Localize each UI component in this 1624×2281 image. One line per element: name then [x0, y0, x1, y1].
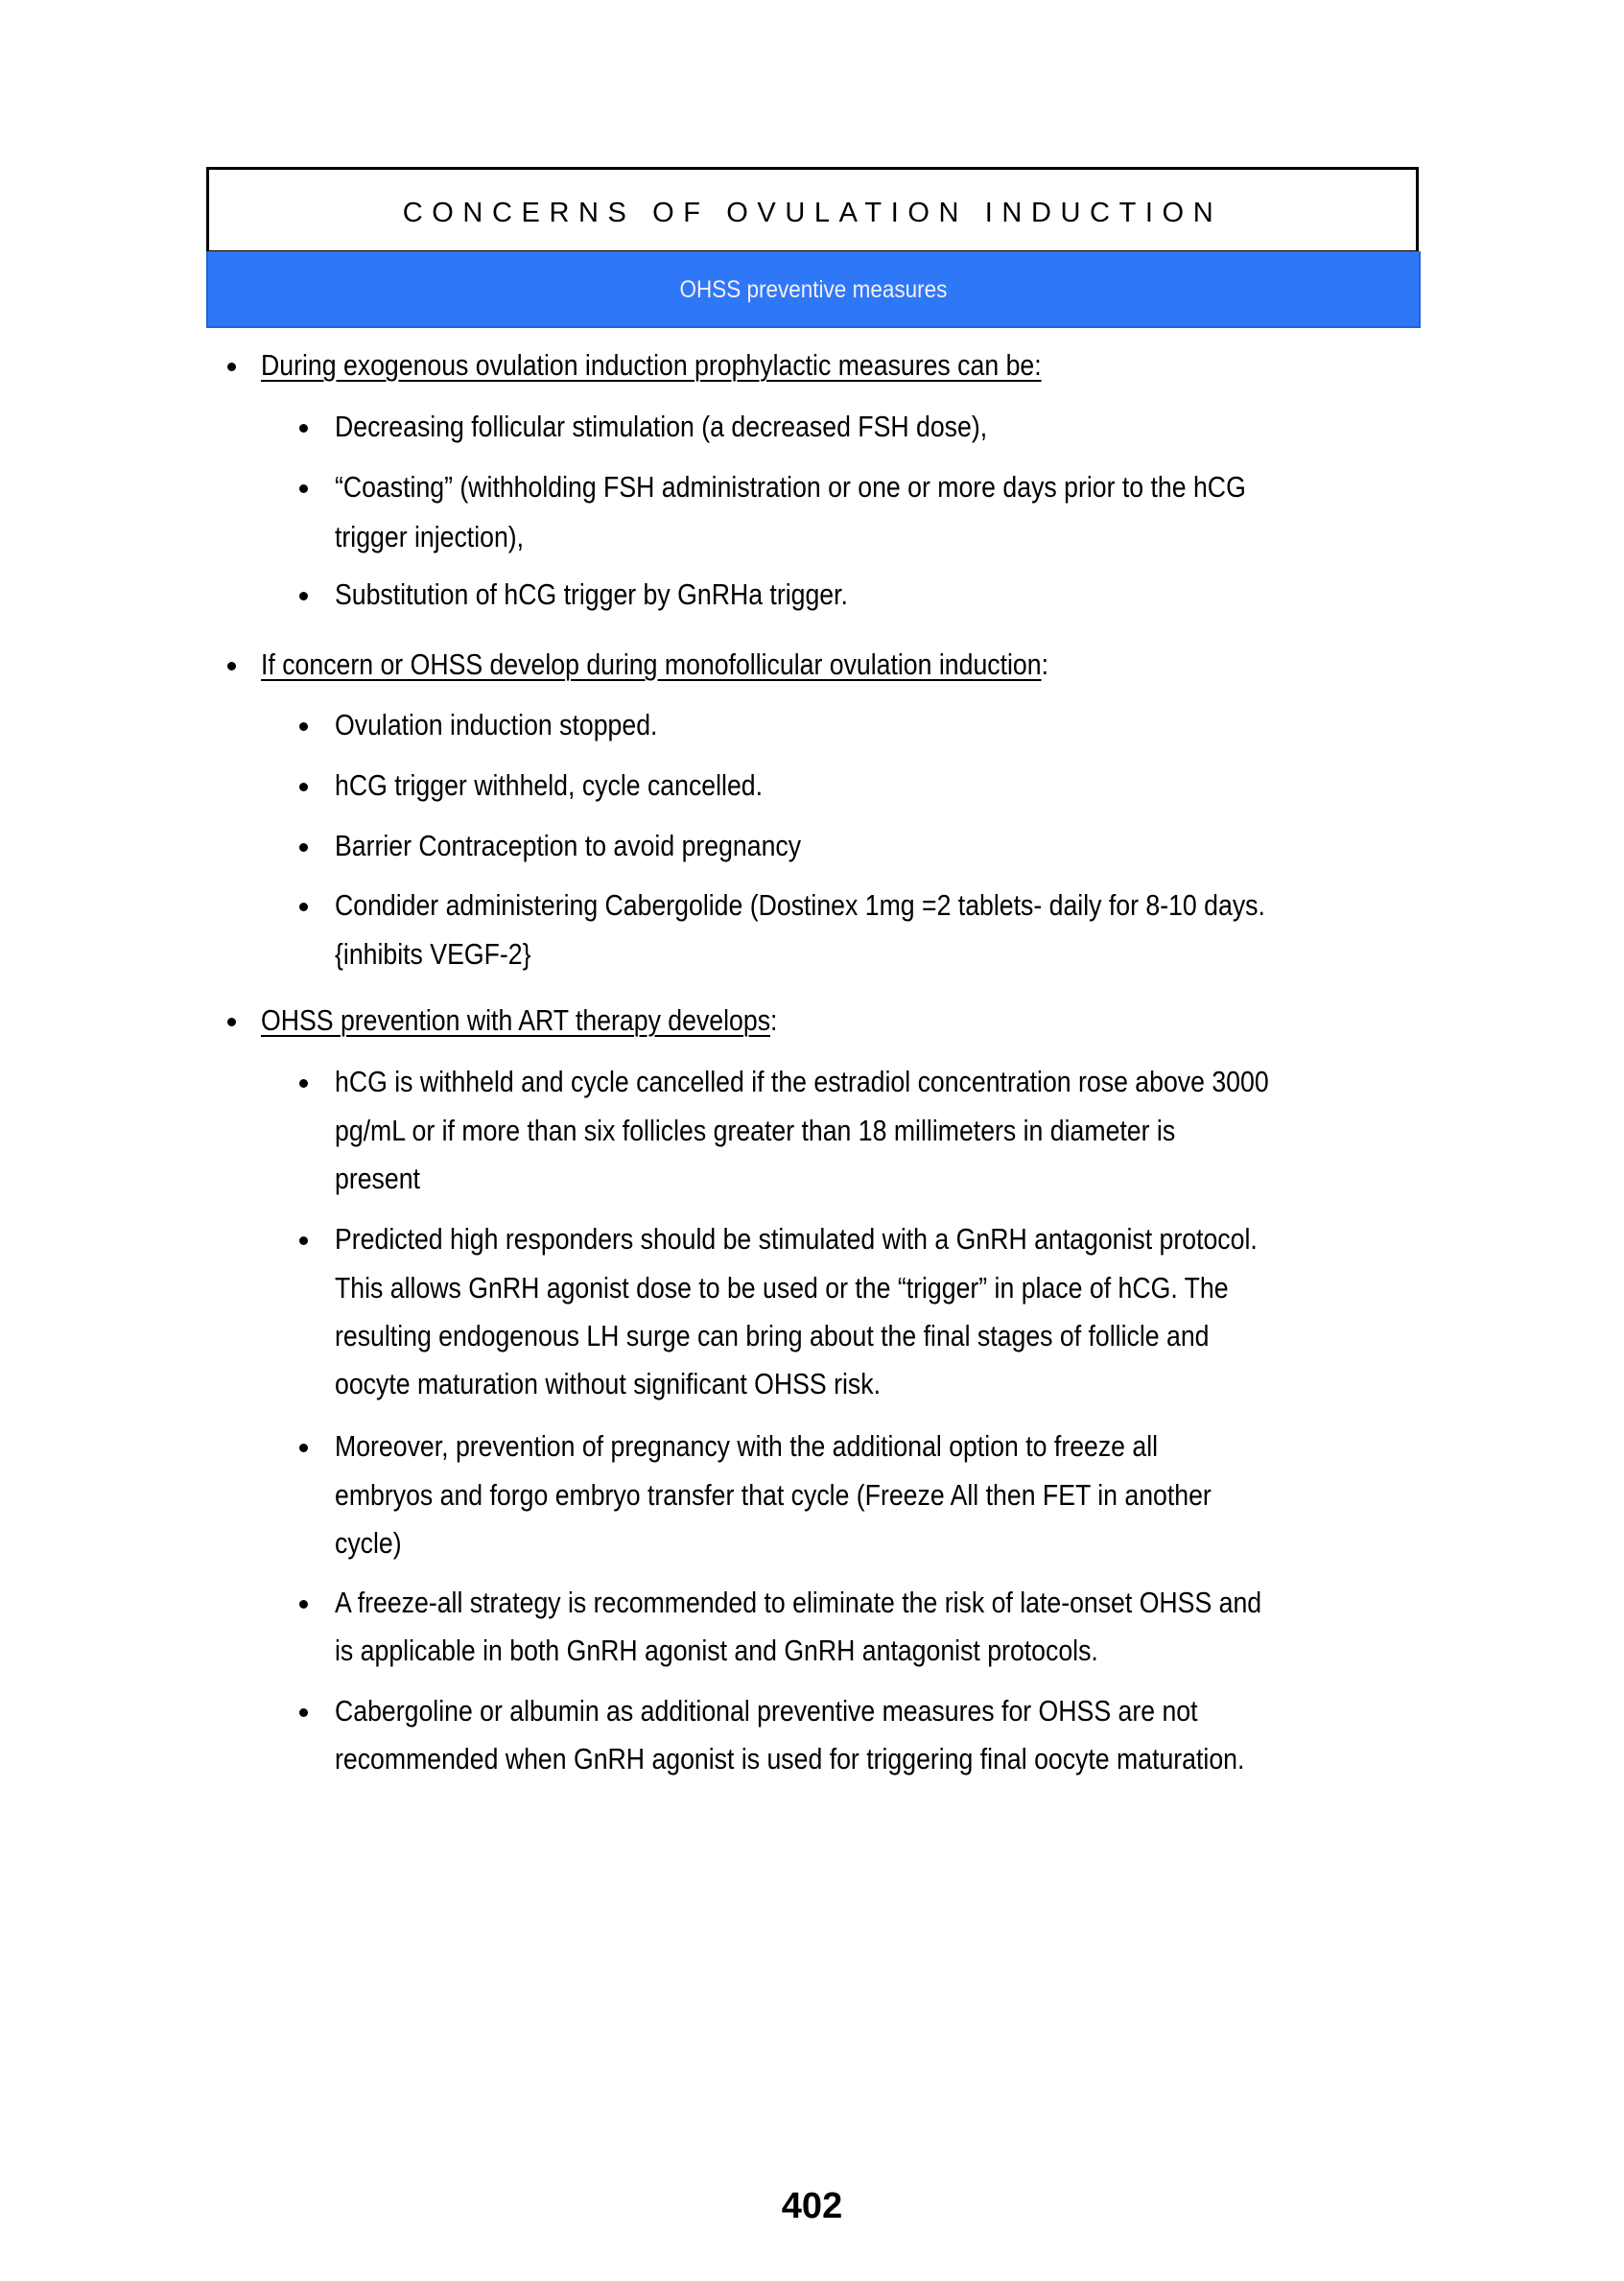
- list-item-line: [335, 1587, 1412, 1617]
- list-item-line: [335, 1366, 970, 1400]
- list-item-line: [335, 1318, 1352, 1352]
- section-heading-text: OHSS prevention with ART therapy develops: [261, 1002, 771, 1037]
- list-item-text: pg/mL or if more than six follicles greater than 18 millimeters in diameter is: [335, 1113, 1176, 1147]
- list-item-text: Condider administering Cabergolide (Dostinex 1mg =2 tablets- daily for 8-10 days.: [335, 887, 1265, 922]
- list-item-text: Predicted high responders should be stimulated with a GnRH antagonist protocol.: [335, 1221, 1258, 1256]
- list-item-line: [335, 576, 931, 611]
- list-item-text: A freeze-all strategy is recommended to eliminate the risk of late-onset OHSS and: [335, 1585, 1262, 1619]
- list-item-line: [335, 409, 1094, 443]
- list-item-text: “Coasting” (withholding FSH administration or one or more days prior to the hCG: [335, 469, 1246, 504]
- list-item-text: present: [335, 1161, 420, 1195]
- sub-bullet-icon: [299, 1079, 308, 1088]
- list-item-line: [335, 1428, 1292, 1463]
- list-item-line: [335, 1635, 1222, 1665]
- list-item-text: Barrier Contraception to avoid pregnancy: [335, 828, 802, 862]
- section-heading: [261, 1002, 861, 1037]
- list-item-line: [335, 1525, 412, 1560]
- sub-bullet-icon: [299, 1444, 308, 1452]
- section-heading: [261, 347, 1168, 382]
- sub-bullet-icon: [299, 722, 308, 731]
- list-item-text: oocyte maturation without significant OHSS risk.: [335, 1366, 881, 1400]
- list-item-line: [335, 1477, 1354, 1512]
- list-item-line: [335, 828, 877, 862]
- list-item-line: [335, 519, 554, 553]
- section-heading: [261, 649, 1177, 679]
- section-title-box: [206, 167, 1419, 253]
- page-number: 402: [781, 2186, 843, 2226]
- sub-bullet-icon: [299, 843, 308, 852]
- sub-bullet-icon: [299, 783, 308, 791]
- sub-bullet-icon: [299, 1600, 308, 1609]
- list-item-text: Decreasing follicular stimulation (a decreased FSH dose),: [335, 409, 988, 443]
- list-item-line: [335, 707, 710, 741]
- list-item-text: is applicable in both GnRH agonist and GnRH antagonist protocols.: [335, 1633, 1098, 1667]
- sub-bullet-icon: [299, 592, 308, 600]
- list-item-line: [335, 887, 1417, 922]
- list-item-line: [335, 1693, 1338, 1728]
- list-item-text: Cabergoline or albumin as additional preventive measures for OHSS are not: [335, 1693, 1198, 1728]
- list-item-text: Ovulation induction stopped.: [335, 707, 658, 741]
- sub-bullet-icon: [299, 484, 308, 493]
- list-item-line: [335, 1270, 1374, 1305]
- subtitle: OHSS preventive measures: [679, 275, 948, 303]
- bullet-icon: [227, 1018, 236, 1026]
- list-item-text: cycle): [335, 1525, 402, 1560]
- section-heading-suffix: :: [1041, 647, 1049, 681]
- list-item-line: [335, 936, 563, 971]
- list-item-text: trigger injection),: [335, 519, 525, 553]
- subtitle-banner: [206, 251, 1421, 328]
- list-item-text: resulting endogenous LH surge can bring about the final stages of follicle and: [335, 1318, 1210, 1352]
- sub-bullet-icon: [299, 903, 308, 911]
- section-title: CONCERNS OF OVULATION INDUCTION: [402, 197, 1223, 228]
- list-item-line: [335, 1161, 434, 1195]
- list-item-text: {inhibits VEGF-2}: [335, 936, 531, 971]
- list-item-text: hCG is withheld and cycle cancelled if the estradiol concentration rose above 3000: [335, 1064, 1269, 1098]
- sub-bullet-icon: [299, 1236, 308, 1245]
- section-heading-text: During exogenous ovulation induction prophylactic measures can be:: [261, 347, 1042, 382]
- list-item-line: [335, 767, 833, 802]
- sub-bullet-icon: [299, 424, 308, 433]
- list-item-text: hCG trigger withheld, cycle cancelled.: [335, 767, 764, 802]
- list-item-text: Substitution of hCG trigger by GnRHa trigger.: [335, 576, 848, 611]
- list-item-line: [335, 1064, 1421, 1098]
- list-item-line: [335, 1221, 1407, 1256]
- list-item-text: recommended when GnRH agonist is used for triggering final oocyte maturation.: [335, 1741, 1245, 1775]
- list-item-line: [335, 1741, 1393, 1775]
- section-heading-suffix: :: [770, 1002, 778, 1037]
- list-item-text: embryos and forgo embryo transfer that cycle (Freeze All then FET in another: [335, 1477, 1212, 1512]
- list-item-line: [335, 469, 1394, 504]
- sub-bullet-icon: [299, 1708, 308, 1717]
- section-heading-text: If concern or OHSS develop during monofollicular ovulation induction: [261, 647, 1042, 681]
- bullet-icon: [227, 662, 236, 670]
- bullet-icon: [227, 363, 236, 371]
- list-item-text: This allows GnRH agonist dose to be used or the “trigger” in place of hCG. The: [335, 1270, 1229, 1305]
- list-item-text: Moreover, prevention of pregnancy with the additional option to freeze all: [335, 1428, 1159, 1463]
- list-item-line: [335, 1113, 1312, 1147]
